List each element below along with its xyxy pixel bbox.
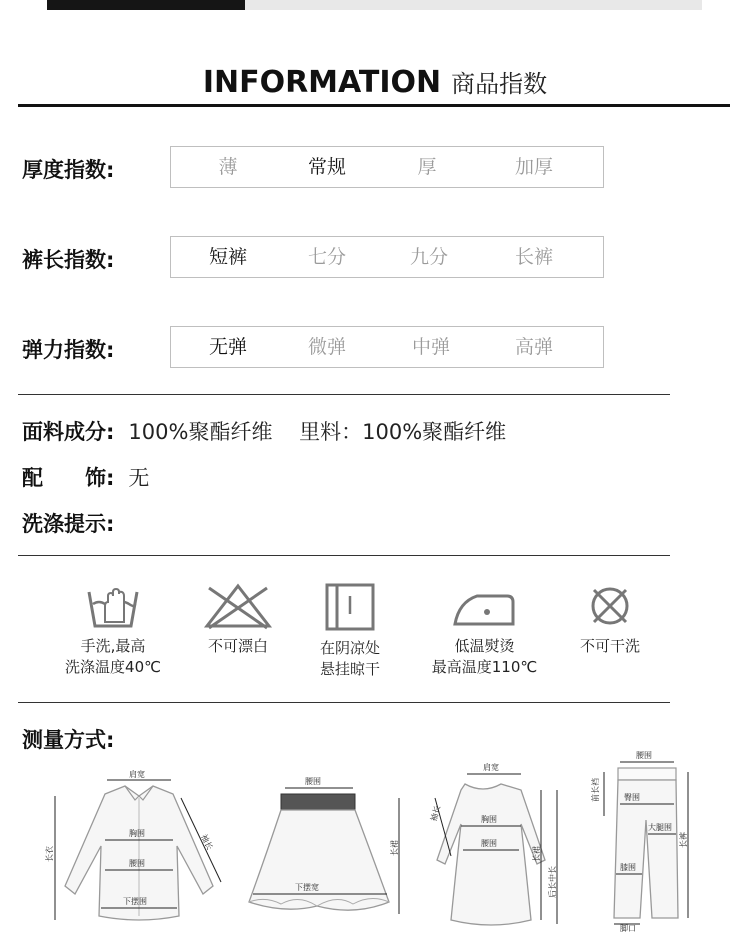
accessory-value: 无 [128,466,150,490]
shade-dry-icon [324,582,376,632]
wash-tips [22,508,114,538]
pants-knee-text: 膝围 [620,863,636,872]
pants-length-option: 长裤 [514,246,554,268]
shirt-chest-text: 胸围 [129,829,145,838]
elasticity-option: 微弹 [307,336,347,358]
low-iron-icon [449,582,521,630]
elasticity-index-scale [170,326,604,368]
fabric-value: 100%聚酯纤维 里料：100%聚酯纤维 [128,420,507,444]
thickness-index-label: 厚度指数: [22,158,115,182]
measure-label: 测量方式: [22,728,115,752]
care-item [300,582,400,680]
skirt-length-text: 长裙 [390,840,399,856]
shirt-waist-text: 腰围 [129,859,145,868]
accessory-info [22,462,149,492]
no-bleach-icon [203,582,273,630]
shirt-sleeve-text: 袖长 [199,832,215,852]
pants-hip-text: 臀围 [624,793,640,802]
thickness-index-scale [170,146,604,188]
care-text: 洗涤温度40℃ [65,658,161,676]
shirt-measure-diagram [45,766,235,932]
dress-sleeve-text: 袖长 [429,804,443,823]
divider [18,702,670,703]
dress-back-length-text: 后长中长 [548,866,557,898]
title-underline [18,104,730,107]
divider [18,555,670,556]
page-title [0,64,750,100]
elasticity-option: 无弹 [208,336,248,358]
top-banner-dark-block [47,0,245,10]
elasticity-option: 高弹 [514,336,554,358]
fabric-composition [22,416,506,446]
pants-length-text: 长裤 [679,832,688,848]
title-english: INFORMATION [202,65,442,100]
shirt-hem-text: 下摆围 [123,897,147,906]
dress-chest-text: 胸围 [481,815,497,824]
care-text: 悬挂晾干 [319,660,380,678]
accessory-label: 配 饰: [22,466,115,490]
care-text: 最高温度110℃ [431,658,538,676]
dress-measure-diagram [425,760,575,932]
no-dry-clean-icon [586,582,634,630]
pants-length-index-label: 裤长指数: [22,248,115,272]
care-item [412,582,557,678]
pants-length-option: 九分 [409,246,449,268]
care-text: 不可干洗 [579,637,640,655]
shirt-length-text: 长衣 [45,846,54,862]
care-text: 不可漂白 [207,637,268,655]
dress-length-text: 长裙 [532,846,541,862]
pants-measure-diagram [588,750,698,932]
thickness-option: 常规 [307,156,347,178]
thickness-option: 加厚 [514,156,554,178]
pants-length-option: 短裤 [208,246,248,268]
pants-length-index-scale [170,236,604,278]
elasticity-index-label: 弹力指数: [22,338,115,362]
pants-front-rise-text: 前长裆 [591,778,600,802]
skirt-measure-diagram [245,768,415,926]
pants-length-option: 七分 [307,246,347,268]
thickness-option: 厚 [417,156,437,178]
shirt-shoulder-text: 肩宽 [129,770,145,779]
care-item [193,582,283,657]
fabric-label: 面料成分: [22,420,115,444]
pants-thigh-text: 大腿围 [648,823,672,832]
care-text: 手洗,最高 [80,637,146,655]
skirt-waist-text: 腰围 [305,777,321,786]
dress-shoulder-text: 肩宽 [483,763,499,772]
pants-waist-text: 腰围 [636,751,652,760]
care-text: 低温熨烫 [454,637,515,655]
pants-hem-text: 脚口 [620,924,636,932]
title-chinese: 商品指数 [451,70,548,98]
care-item [48,582,178,678]
care-text: 在阴凉处 [319,639,380,657]
hand-wash-icon [85,582,141,630]
elasticity-option: 中弹 [411,336,451,358]
care-item [565,582,655,657]
skirt-hem-text: 下摆宽 [295,883,319,892]
dress-waist-text: 腰围 [481,839,497,848]
wash-tips-label: 洗涤提示: [22,512,115,536]
thickness-option: 薄 [218,156,238,178]
divider [18,394,670,395]
